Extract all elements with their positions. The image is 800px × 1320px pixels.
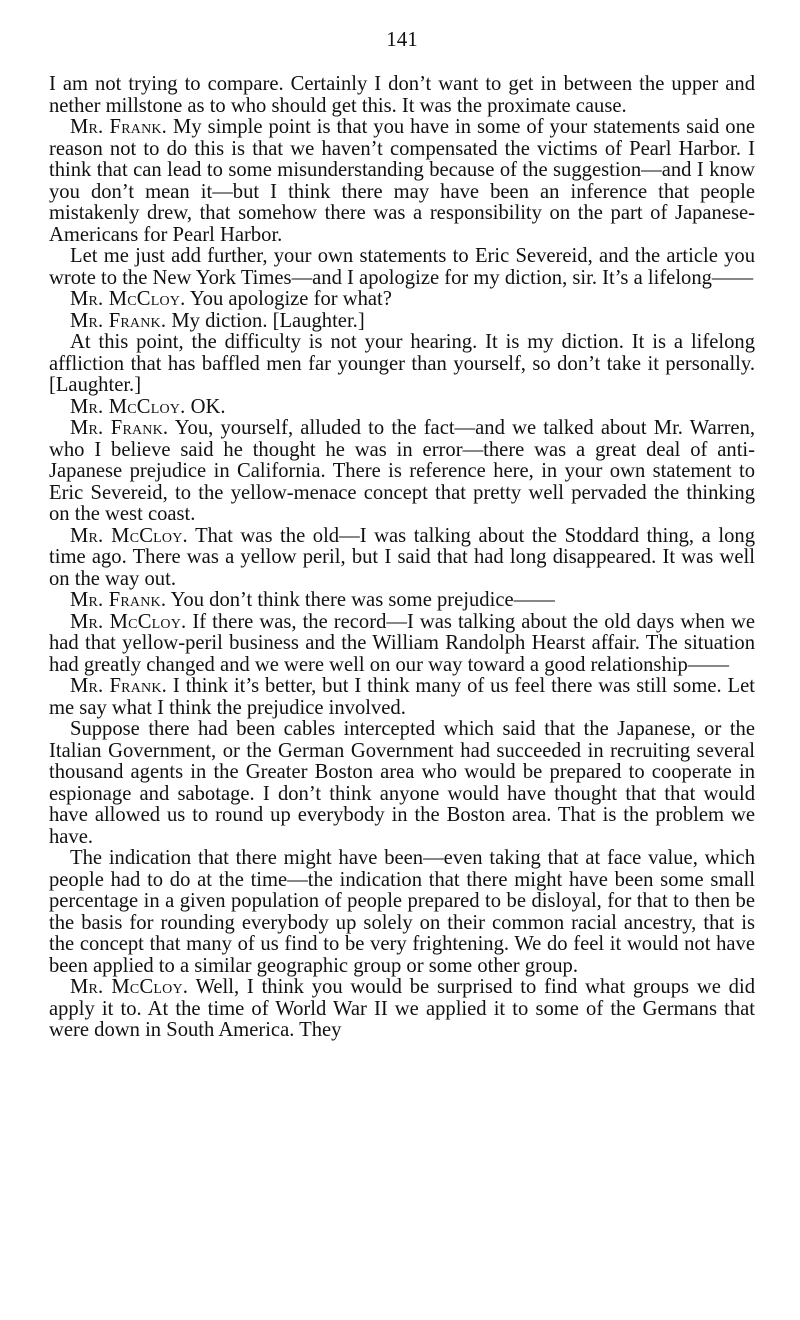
paragraph-text: The indication that there might have been—even taking that at face value, which people had to do at the time—the indication that there might have been some small percentage in a given population of people prepared to be disloyal, for that to then be the basis for rounding everybody up solely on their common racial ancestry, that is the concept that many of us find to be very frightening. We do feel it would not have been applied to a similar geographic group or some other group. <box>49 847 755 977</box>
paragraph-text: At this point, the difficulty is not your hearing. It is my diction. It is a lifelong affliction that has baffled men far younger than yourself, so don’t take it personally. [Laughter.] <box>49 331 755 396</box>
paragraph <box>49 526 755 591</box>
paragraph-text: Well, I think you would be surprised to find what groups we did apply it to. At the time of World War II we applied it to some of the Germans that were down in South America. They <box>49 976 755 1041</box>
body-text <box>49 74 755 1042</box>
paragraph-text: Suppose there had been cables intercepted which said that the Japanese, or the Italian Government, or the German Government had succeeded in recruiting several thousand agents in the Greater Boston area who would be prepared to cooperate in espionage and sabotage. I don’t think anyone would have thought that that would have allowed us to round up everybody in the Boston area. That is the problem we have. <box>49 718 755 848</box>
speaker-name: Mr. McCloy. <box>70 288 186 310</box>
page-number: 141 <box>386 27 418 51</box>
paragraph-text: You apologize for what? <box>185 288 392 310</box>
paragraph-text: I think it’s better, but I think many of us feel there was still some. Let me say what I think the prejudice involved. <box>49 675 756 719</box>
speaker-name: Mr. Frank. <box>70 309 167 332</box>
paragraph-text: You don’t think there was some prejudice—— <box>166 589 555 611</box>
paragraph-text: My diction. [Laughter.] <box>166 309 365 332</box>
paragraph <box>49 719 755 848</box>
speaker-name: Mr. Frank. <box>70 675 167 697</box>
paragraph <box>49 612 755 677</box>
paragraph <box>49 590 755 612</box>
paragraph-text: That was the old—I was talking about the Stoddard thing, a long time ago. There was a yellow peril, but I said that had long disappeared. It was well on the way out. <box>49 524 755 590</box>
document-page <box>49 28 755 1042</box>
speaker-name: Mr. Frank. <box>70 417 169 439</box>
paragraph <box>49 676 755 719</box>
paragraph-text: I am not trying to compare. Certainly I don’t want to get in between the upper and nether millstone as to who should get this. It was the proximate cause. <box>49 73 755 117</box>
speaker-name: Mr. Frank. <box>70 589 167 611</box>
paragraph <box>49 289 755 311</box>
speaker-name: Mr. McCloy. <box>70 395 186 418</box>
paragraph <box>49 418 755 526</box>
paragraph-text: You, yourself, alluded to the fact—and we talked about Mr. Warren, who I believe said he thought he was in error—there was a great deal of anti-Japanese prejudice in California. There is reference here, in your own statement to Eric Severeid, to the yellow-menace concept that pretty well pervaded the thinking on the west coast. <box>49 417 756 525</box>
paragraph <box>49 332 755 397</box>
paragraph <box>49 397 755 419</box>
paragraph-text: If there was, the record—I was talking about the old days when we had that yellow-peril business and the William Randolph Hearst affair. The situation had greatly changed and we were well on our way toward a good relationship—— <box>49 610 756 676</box>
paragraph <box>49 74 755 117</box>
speaker-name: Mr. McCloy. <box>70 524 188 547</box>
paragraph-text: My simple point is that you have in some of your statements said one reason not to do this is that we haven’t compensated the victims of Pearl Harbor. I think that can lead to some misunderstanding because of the suggestion—and I know you don’t mean it—but I think there may have been an inference that people mistakenly drew, that somehow there was a responsibility on the part of Japanese-Americans for Pearl Harbor. <box>49 116 756 246</box>
paragraph <box>49 117 755 246</box>
speaker-name: Mr. Frank. <box>70 116 168 138</box>
paragraph <box>49 246 755 289</box>
paragraph <box>49 848 755 977</box>
paragraph <box>49 311 755 333</box>
paragraph-text: OK. <box>185 395 226 418</box>
speaker-name: Mr. McCloy. <box>70 610 187 633</box>
paragraph-text: Let me just add further, your own statements to Eric Severeid, and the article you wrote to the New York Times—and I apologize for my diction, sir. It’s a lifelong—— <box>49 245 755 289</box>
speaker-name: Mr. McCloy. <box>70 976 189 998</box>
paragraph <box>49 977 755 1042</box>
